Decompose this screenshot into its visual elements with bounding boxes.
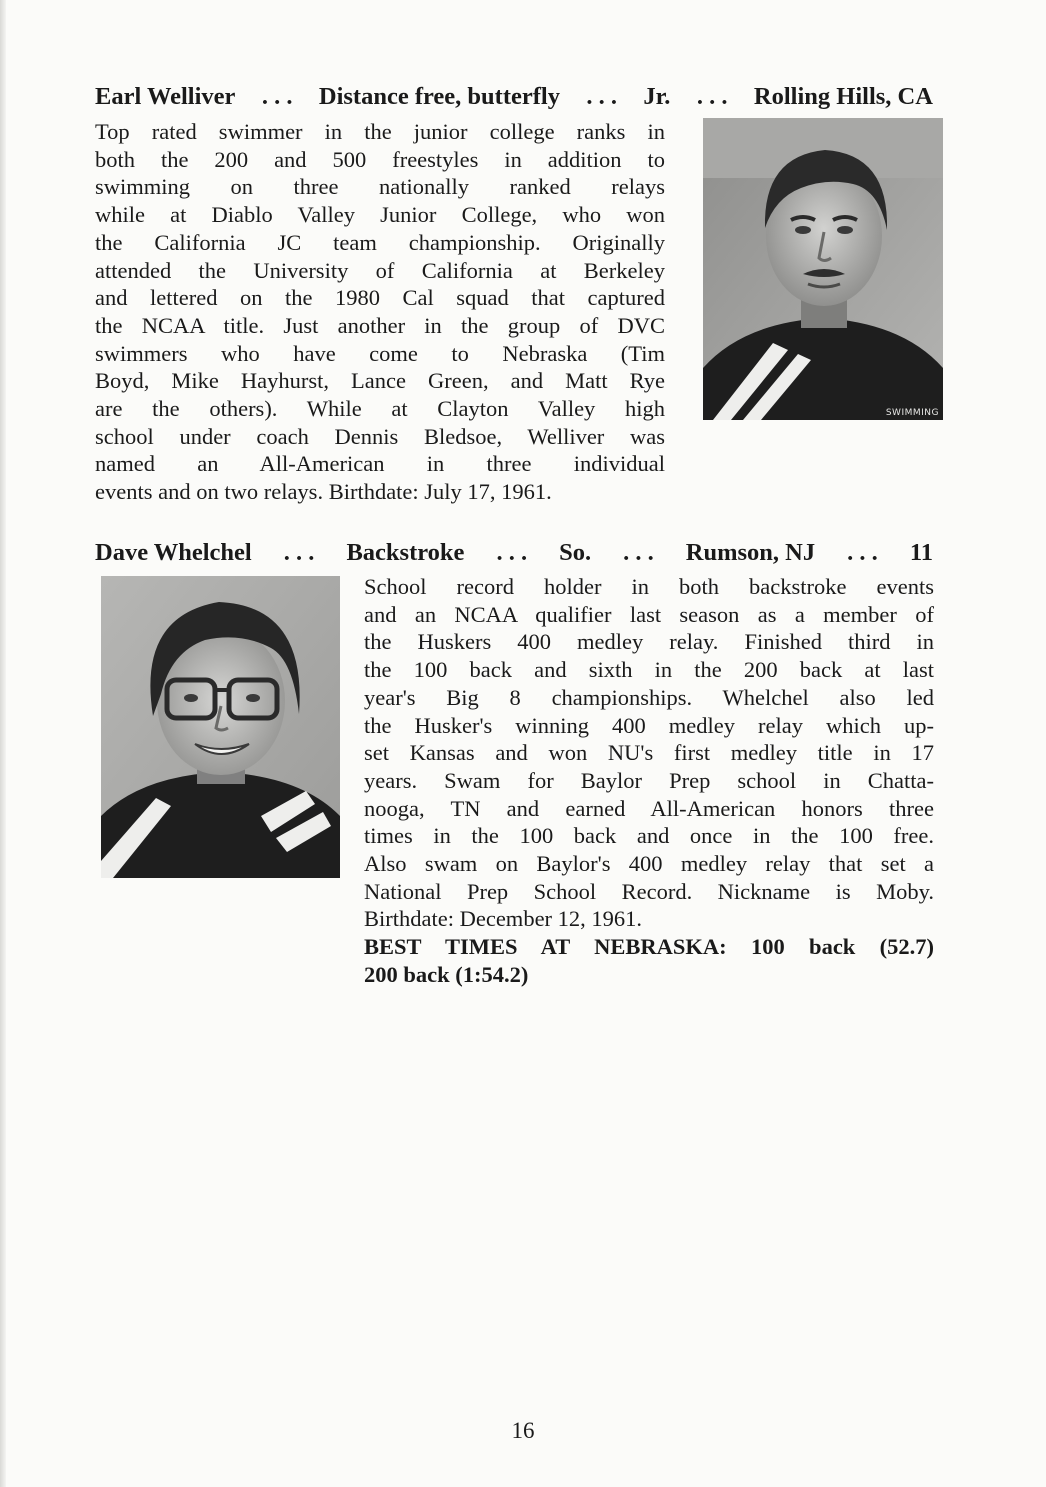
separator: . . . bbox=[586, 83, 617, 110]
athlete-number: 11 bbox=[909, 539, 933, 566]
bio-line: the NCAA title. Just another in the group of DVC bbox=[95, 312, 665, 338]
bio-line: attended the University of California at Berkeley bbox=[95, 257, 665, 283]
bio-line: National Prep School Record. Nickname is Moby. bbox=[364, 878, 934, 904]
separator: . . . bbox=[623, 539, 654, 566]
best-times-line: BEST TIMES AT NEBRASKA: 100 back (52.7) bbox=[364, 934, 934, 960]
bio-text-welliver bbox=[95, 118, 665, 506]
best-times-line: 200 back (1:54.2) bbox=[364, 961, 529, 987]
bio-line: swimming on three nationally ranked relays bbox=[95, 174, 665, 200]
photo-welliver bbox=[703, 118, 943, 420]
bio-line: year's Big 8 championships. Whelchel also led bbox=[364, 684, 934, 710]
separator: . . . bbox=[261, 83, 293, 110]
bio-line: the California JC team championship. Originally bbox=[95, 229, 665, 255]
separator: . . . bbox=[496, 539, 528, 566]
athlete-name: Earl Welliver bbox=[95, 83, 236, 110]
separator: . . . bbox=[847, 539, 878, 566]
bio-line: Top rated swimmer in the junior college ranks in bbox=[95, 119, 665, 144]
bio-line: Boyd, Mike Hayhurst, Lance Green, and Matt Rye bbox=[95, 368, 665, 394]
separator: . . . bbox=[283, 539, 315, 566]
binding-edge bbox=[0, 0, 6, 1487]
bio-line: the Husker's winning 400 medley relay which up- bbox=[364, 712, 934, 738]
page-number: 16 bbox=[511, 1418, 535, 1443]
bio-line: years. Swam for Baylor Prep school in Chatta- bbox=[364, 767, 934, 793]
bio-line: School record holder in both backstroke events bbox=[364, 574, 934, 599]
bio-text-whelchel bbox=[364, 573, 934, 989]
bio-line: nooga, TN and earned All-American honors three bbox=[364, 795, 934, 821]
bio-line: school under coach Dennis Bledsoe, Welliver was bbox=[95, 423, 665, 449]
bio-line: are the others). While at Clayton Valley high bbox=[95, 396, 665, 422]
bio-heading-welliver bbox=[95, 85, 933, 110]
bio-line: Also swam on Baylor's 400 medley relay that set a bbox=[364, 851, 934, 877]
bio-line: the 100 back and sixth in the 200 back at last bbox=[364, 657, 934, 683]
photo-whelchel bbox=[101, 576, 340, 878]
portrait-image bbox=[703, 118, 943, 420]
athlete-hometown: Rumson, NJ bbox=[685, 539, 816, 566]
bio-line: the Huskers 400 medley relay. Finished third in bbox=[364, 629, 934, 655]
bio-line: events and on two relays. Birthdate: July 17, 1961. bbox=[95, 479, 552, 505]
athlete-event: Distance free, butterfly bbox=[318, 83, 560, 110]
portrait-image bbox=[101, 576, 340, 878]
athlete-name: Dave Whelchel bbox=[95, 539, 252, 566]
bio-line: swimmers who have come to Nebraska (Tim bbox=[95, 340, 665, 366]
athlete-event: Backstroke bbox=[346, 539, 465, 566]
bio-line: and an NCAA qualifier last season as a member of bbox=[364, 601, 934, 627]
athlete-hometown: Rolling Hills, CA bbox=[753, 83, 933, 110]
bio-line: Birthdate: December 12, 1961. bbox=[364, 906, 643, 932]
bio-line: while at Diablo Valley Junior College, who won bbox=[95, 202, 665, 228]
athlete-class: Jr. bbox=[643, 83, 671, 110]
jersey-lettering: SWIMMING bbox=[885, 408, 939, 418]
bio-line: set Kansas and won NU's first medley title in 17 bbox=[364, 740, 934, 766]
bio-line: times in the 100 back and once in the 100 free. bbox=[364, 823, 934, 849]
bio-line: both the 200 and 500 freestyles in addition to bbox=[95, 146, 665, 172]
separator: . . . bbox=[696, 83, 728, 110]
athlete-class: So. bbox=[559, 539, 592, 566]
bio-line: named an All-American in three individual bbox=[95, 451, 665, 477]
bio-line: and lettered on the 1980 Cal squad that captured bbox=[95, 285, 665, 311]
bio-heading-whelchel bbox=[95, 541, 933, 566]
